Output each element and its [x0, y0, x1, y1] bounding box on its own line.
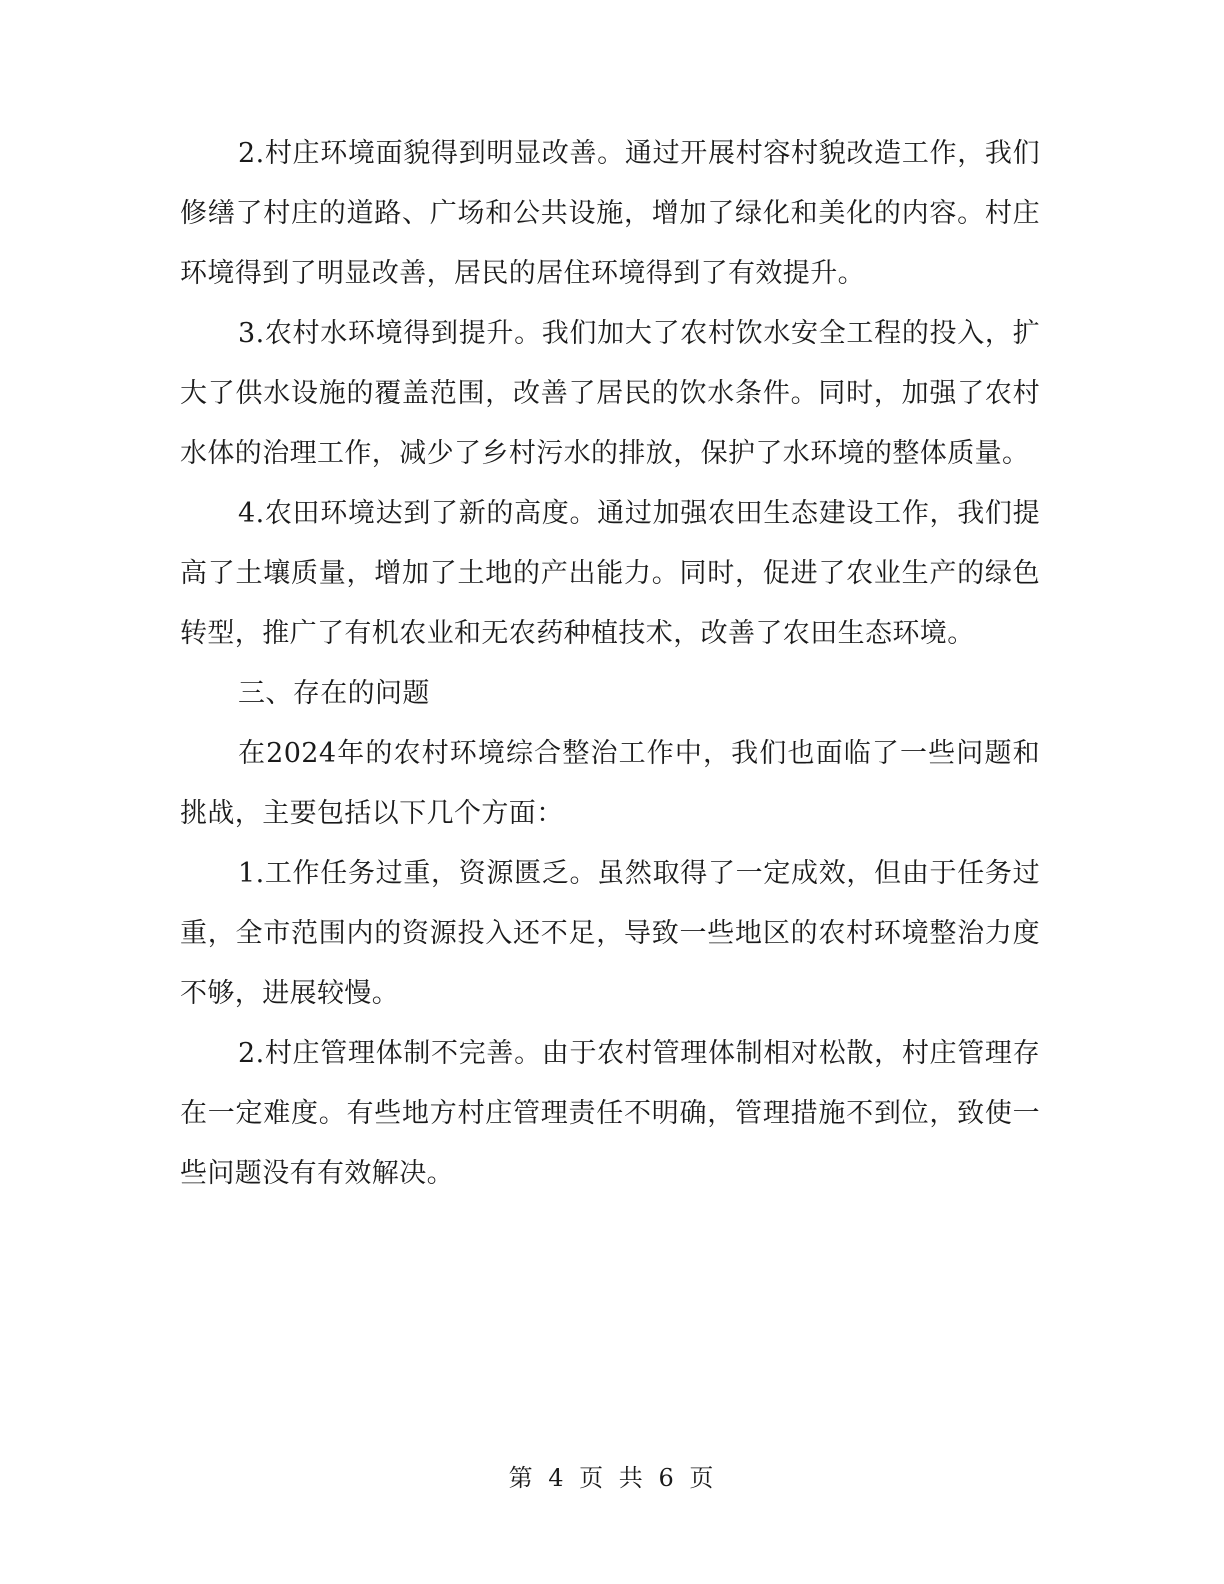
paragraph-problem-management: 2.村庄管理体制不完善。由于农村管理体制相对松散，村庄管理存在一定难度。有些地方村庄管理责任不明确，管理措施不到位，致使一些问题没有有效解决。: [180, 1038, 1040, 1189]
paragraph-water-environment: 3.农村水环境得到提升。我们加大了农村饮水安全工程的投入，扩大了供水设施的覆盖范围，改善了居民的饮水条件。同时，加强了农村水体的治理工作，减少了乡村污水的排放，保护了水环境的整体质量。: [180, 318, 1040, 469]
paragraph-village-environment: 2.村庄环境面貌得到明显改善。通过开展村容村貌改造工作，我们修缮了村庄的道路、广场和公共设施，增加了绿化和美化的内容。村庄环境得到了明显改善，居民的居住环境得到了有效提升。: [180, 138, 1040, 289]
document-body: [180, 124, 1040, 1204]
paragraph-problems-intro: 在2024年的农村环境综合整治工作中，我们也面临了一些问题和挑战，主要包括以下几个方面：: [180, 738, 1040, 829]
paragraph-farmland-environment: 4.农田环境达到了新的高度。通过加强农田生态建设工作，我们提高了土壤质量，增加了土地的产出能力。同时，促进了农业生产的绿色转型，推广了有机农业和无农药种植技术，改善了农田生态环境。: [180, 498, 1040, 649]
page-number-footer: 第 4 页 共 6 页: [508, 1464, 716, 1492]
paragraph-problem-workload: 1.工作任务过重，资源匮乏。虽然取得了一定成效，但由于任务过重，全市范围内的资源投入还不足，导致一些地区的农村环境整治力度不够，进展较慢。: [180, 858, 1040, 1009]
section-heading-problems: 三、存在的问题: [238, 678, 430, 709]
